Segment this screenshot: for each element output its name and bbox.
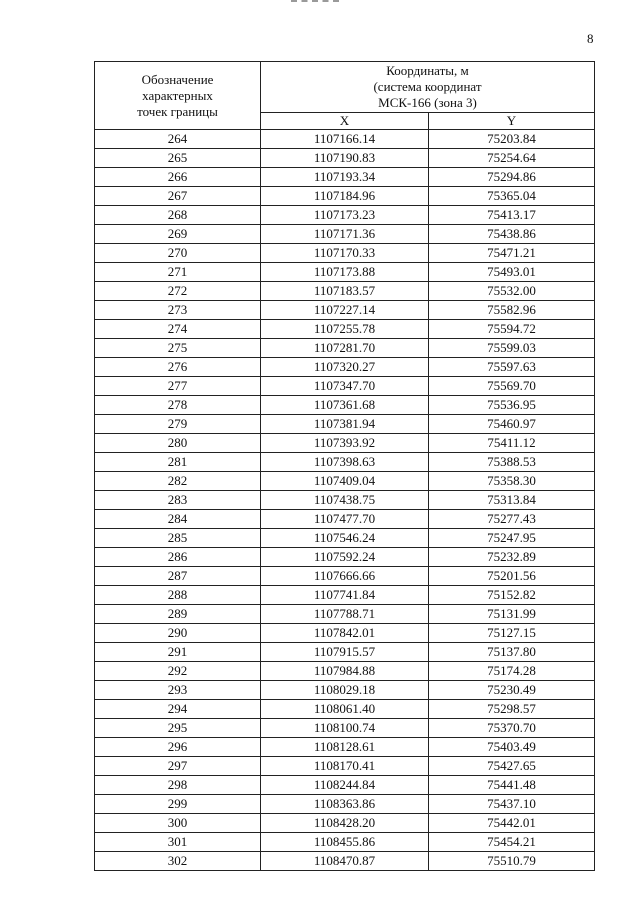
table-row: [95, 434, 595, 453]
y-coordinate-cell: 75441.48: [429, 776, 595, 795]
point-id-cell: 269: [95, 225, 261, 244]
x-coordinate-cell: 1107741.84: [261, 586, 429, 605]
point-id-cell: 286: [95, 548, 261, 567]
point-id-cell: 293: [95, 681, 261, 700]
y-coordinate-cell: 75232.89: [429, 548, 595, 567]
point-id-cell: 301: [95, 833, 261, 852]
header-points-line: Обозначение: [141, 71, 214, 87]
point-id-cell: 279: [95, 415, 261, 434]
y-coordinate-cell: 75388.53: [429, 453, 595, 472]
table-row: [95, 757, 595, 776]
point-id-cell: 280: [95, 434, 261, 453]
x-coordinate-cell: 1107170.33: [261, 244, 429, 263]
y-coordinate-cell: 75597.63: [429, 358, 595, 377]
x-coordinate-cell: 1107398.63: [261, 453, 429, 472]
x-coordinate-cell: 1107592.24: [261, 548, 429, 567]
table-row: [95, 852, 595, 871]
point-id-cell: 291: [95, 643, 261, 662]
table-row: [95, 491, 595, 510]
point-id-cell: 290: [95, 624, 261, 643]
y-coordinate-cell: 75127.15: [429, 624, 595, 643]
table-row: [95, 719, 595, 738]
x-coordinate-cell: 1107438.75: [261, 491, 429, 510]
y-coordinate-cell: 75403.49: [429, 738, 595, 757]
y-coordinate-cell: 75442.01: [429, 814, 595, 833]
table-row: [95, 415, 595, 434]
y-coordinate-cell: 75536.95: [429, 396, 595, 415]
point-id-cell: 266: [95, 168, 261, 187]
y-coordinate-cell: 75454.21: [429, 833, 595, 852]
scan-artifact-mark: [291, 0, 339, 6]
y-coordinate-cell: 75201.56: [429, 567, 595, 586]
point-id-cell: 283: [95, 491, 261, 510]
x-coordinate-cell: 1107171.36: [261, 225, 429, 244]
y-coordinate-cell: 75174.28: [429, 662, 595, 681]
point-id-cell: 264: [95, 130, 261, 149]
table-row: [95, 510, 595, 529]
table-row: [95, 681, 595, 700]
x-coordinate-cell: 1107193.34: [261, 168, 429, 187]
y-coordinate-cell: 75131.99: [429, 605, 595, 624]
point-id-cell: 270: [95, 244, 261, 263]
table-row: [95, 567, 595, 586]
point-id-cell: 295: [95, 719, 261, 738]
table-row: [95, 795, 595, 814]
point-id-cell: 277: [95, 377, 261, 396]
table-row: [95, 187, 595, 206]
table-row: [95, 700, 595, 719]
point-id-cell: 284: [95, 510, 261, 529]
x-coordinate-cell: 1107173.23: [261, 206, 429, 225]
header-points-line: точек границы: [137, 103, 218, 119]
x-coordinate-cell: 1107393.92: [261, 434, 429, 453]
point-id-cell: 287: [95, 567, 261, 586]
y-coordinate-cell: 75358.30: [429, 472, 595, 491]
y-coordinate-cell: 75599.03: [429, 339, 595, 358]
x-coordinate-cell: 1107173.88: [261, 263, 429, 282]
table-row: [95, 472, 595, 491]
point-id-cell: 271: [95, 263, 261, 282]
point-id-cell: 273: [95, 301, 261, 320]
point-id-cell: 274: [95, 320, 261, 339]
x-coordinate-cell: 1107788.71: [261, 605, 429, 624]
point-id-cell: 298: [95, 776, 261, 795]
y-coordinate-cell: 75313.84: [429, 491, 595, 510]
header-coordinates-line: (система координат: [373, 79, 482, 94]
header-points: [95, 62, 261, 130]
x-coordinate-cell: 1108363.86: [261, 795, 429, 814]
point-id-cell: 285: [95, 529, 261, 548]
point-id-cell: 294: [95, 700, 261, 719]
header-y: Y: [429, 113, 595, 130]
table-row: [95, 244, 595, 263]
point-id-cell: 281: [95, 453, 261, 472]
table-row: [95, 225, 595, 244]
table-row: [95, 377, 595, 396]
x-coordinate-cell: 1108029.18: [261, 681, 429, 700]
table-row: [95, 396, 595, 415]
x-coordinate-cell: 1107984.88: [261, 662, 429, 681]
header-coordinates-line: МСК-166 (зона 3): [378, 95, 477, 110]
table-row: [95, 453, 595, 472]
table-row: [95, 814, 595, 833]
table-row: [95, 833, 595, 852]
table-row: [95, 586, 595, 605]
y-coordinate-cell: 75370.70: [429, 719, 595, 738]
point-id-cell: 300: [95, 814, 261, 833]
x-coordinate-cell: 1107227.14: [261, 301, 429, 320]
point-id-cell: 267: [95, 187, 261, 206]
x-coordinate-cell: 1107347.70: [261, 377, 429, 396]
table-row: [95, 282, 595, 301]
header-coordinates-line: Координаты, м: [386, 63, 469, 78]
x-coordinate-cell: 1107190.83: [261, 149, 429, 168]
table-row: [95, 548, 595, 567]
x-coordinate-cell: 1108244.84: [261, 776, 429, 795]
y-coordinate-cell: 75594.72: [429, 320, 595, 339]
table-row: [95, 168, 595, 187]
x-coordinate-cell: 1107842.01: [261, 624, 429, 643]
y-coordinate-cell: 75437.10: [429, 795, 595, 814]
y-coordinate-cell: 75413.17: [429, 206, 595, 225]
y-coordinate-cell: 75460.97: [429, 415, 595, 434]
x-coordinate-cell: 1108470.87: [261, 852, 429, 871]
table-row: [95, 206, 595, 225]
y-coordinate-cell: 75137.80: [429, 643, 595, 662]
x-coordinate-cell: 1107183.57: [261, 282, 429, 301]
point-id-cell: 278: [95, 396, 261, 415]
point-id-cell: 288: [95, 586, 261, 605]
y-coordinate-cell: 75254.64: [429, 149, 595, 168]
point-id-cell: 276: [95, 358, 261, 377]
x-coordinate-cell: 1108455.86: [261, 833, 429, 852]
point-id-cell: 272: [95, 282, 261, 301]
point-id-cell: 299: [95, 795, 261, 814]
x-coordinate-cell: 1107477.70: [261, 510, 429, 529]
y-coordinate-cell: 75493.01: [429, 263, 595, 282]
x-coordinate-cell: 1107915.57: [261, 643, 429, 662]
x-coordinate-cell: 1108061.40: [261, 700, 429, 719]
point-id-cell: 289: [95, 605, 261, 624]
header-points-line: характерных: [142, 87, 213, 103]
point-id-cell: 302: [95, 852, 261, 871]
y-coordinate-cell: 75277.43: [429, 510, 595, 529]
y-coordinate-cell: 75532.00: [429, 282, 595, 301]
coordinates-table: [94, 61, 595, 871]
table-row: [95, 301, 595, 320]
table-row: [95, 263, 595, 282]
header-coordinates: [261, 62, 595, 113]
x-coordinate-cell: 1107255.78: [261, 320, 429, 339]
y-coordinate-cell: 75298.57: [429, 700, 595, 719]
point-id-cell: 282: [95, 472, 261, 491]
table-row: [95, 358, 595, 377]
x-coordinate-cell: 1108428.20: [261, 814, 429, 833]
y-coordinate-cell: 75152.82: [429, 586, 595, 605]
y-coordinate-cell: 75365.04: [429, 187, 595, 206]
table-row: [95, 624, 595, 643]
y-coordinate-cell: 75582.96: [429, 301, 595, 320]
x-coordinate-cell: 1107409.04: [261, 472, 429, 491]
x-coordinate-cell: 1107184.96: [261, 187, 429, 206]
x-coordinate-cell: 1107166.14: [261, 130, 429, 149]
point-id-cell: 296: [95, 738, 261, 757]
table-row: [95, 149, 595, 168]
y-coordinate-cell: 75427.65: [429, 757, 595, 776]
table-row: [95, 605, 595, 624]
point-id-cell: 292: [95, 662, 261, 681]
table-row: [95, 776, 595, 795]
point-id-cell: 268: [95, 206, 261, 225]
x-coordinate-cell: 1108100.74: [261, 719, 429, 738]
x-coordinate-cell: 1108128.61: [261, 738, 429, 757]
x-coordinate-cell: 1107281.70: [261, 339, 429, 358]
x-coordinate-cell: 1107666.66: [261, 567, 429, 586]
point-id-cell: 265: [95, 149, 261, 168]
table-row: [95, 339, 595, 358]
y-coordinate-cell: 75294.86: [429, 168, 595, 187]
table-row: [95, 643, 595, 662]
y-coordinate-cell: 75203.84: [429, 130, 595, 149]
y-coordinate-cell: 75510.79: [429, 852, 595, 871]
point-id-cell: 275: [95, 339, 261, 358]
header-x: X: [261, 113, 429, 130]
x-coordinate-cell: 1107381.94: [261, 415, 429, 434]
page-number: 8: [587, 31, 594, 46]
x-coordinate-cell: 1107320.27: [261, 358, 429, 377]
y-coordinate-cell: 75569.70: [429, 377, 595, 396]
y-coordinate-cell: 75247.95: [429, 529, 595, 548]
x-coordinate-cell: 1107546.24: [261, 529, 429, 548]
table-row: [95, 529, 595, 548]
table-row: [95, 662, 595, 681]
x-coordinate-cell: 1107361.68: [261, 396, 429, 415]
table-row: [95, 130, 595, 149]
table-body: [95, 130, 595, 871]
y-coordinate-cell: 75411.12: [429, 434, 595, 453]
table-row: [95, 738, 595, 757]
y-coordinate-cell: 75438.86: [429, 225, 595, 244]
x-coordinate-cell: 1108170.41: [261, 757, 429, 776]
y-coordinate-cell: 75471.21: [429, 244, 595, 263]
table-row: [95, 320, 595, 339]
y-coordinate-cell: 75230.49: [429, 681, 595, 700]
point-id-cell: 297: [95, 757, 261, 776]
